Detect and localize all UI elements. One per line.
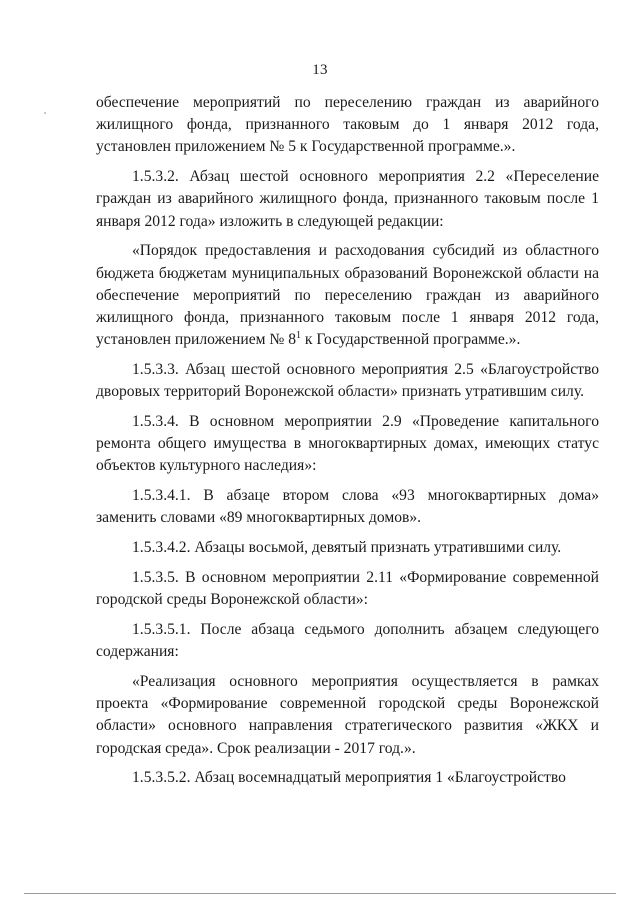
paragraph-text: 1.5.3.5.1. После абзаца седьмого дополнить абзацем следующего содержания: xyxy=(96,621,599,661)
paragraph-1-5-3-3 xyxy=(96,359,599,403)
paragraph-text: 1.5.3.4. В основном мероприятии 2.9 «Проведение капитального ремонта общего имущества в многоквартирных домах, имеющих статус объектов культурного наследия»: xyxy=(96,413,599,475)
paragraph-text-tail: к Государственной программе.». xyxy=(301,331,521,349)
scan-speck xyxy=(44,112,46,114)
paragraph-text: 1.5.3.4.2. Абзацы восьмой, девятый признать утратившими силу. xyxy=(132,539,562,557)
paragraph-text: 1.5.3.3. Абзац шестой основного мероприятия 2.5 «Благоустройство дворовых территорий Воронежской области» признать утратившим силу. xyxy=(96,361,599,401)
document-body xyxy=(96,92,599,797)
paragraph-text: 1.5.3.5. В основном мероприятии 2.11 «Формирование современной городской среды Воронежской области»: xyxy=(96,569,599,609)
paragraph-text: «Порядок предоставления и расходования субсидий из областного бюджета бюджетам муниципальных образований Воронежской области на обеспечение мероприятий по переселению граждан из аварийного жилищного фонда, признанного таковым после 1 января 2012 года, установлен приложением № 8 xyxy=(96,242,599,349)
scan-bottom-edge xyxy=(24,893,616,894)
paragraph-text: 1.5.3.2. Абзац шестой основного мероприятия 2.2 «Переселение граждан из аварийного жилищного фонда, признанного таковым после 1 января 2012 года» изложить в следующей редакции: xyxy=(96,168,599,230)
paragraph-text: 1.5.3.5.2. Абзац восемнадцатый мероприятия 1 «Благоустройство xyxy=(132,769,566,787)
paragraph-quoted-procedure xyxy=(96,240,599,351)
paragraph-1-5-3-4-1 xyxy=(96,485,599,529)
paragraph-continuation xyxy=(96,92,599,159)
superscript-index: 1 xyxy=(296,330,302,342)
paragraph-1-5-3-5-2 xyxy=(96,767,599,789)
paragraph-1-5-3-4 xyxy=(96,411,599,478)
page-number: 13 xyxy=(312,62,328,78)
paragraph-1-5-3-5-1 xyxy=(96,619,599,663)
paragraph-text: «Реализация основного мероприятия осуществляется в рамках проекта «Формирование современной городской среды Воронежской области» основного направления стратегического развития «ЖКХ и городская среда». Срок реализации - 2017 год.». xyxy=(96,673,599,757)
paragraph-1-5-3-5 xyxy=(96,567,599,611)
paragraph-quoted-implementation xyxy=(96,671,599,760)
paragraph-text: 1.5.3.4.1. В абзаце втором слова «93 многоквартирных дома» заменить словами «89 многоквартирных домов». xyxy=(96,487,599,527)
paragraph-1-5-3-2 xyxy=(96,166,599,233)
paragraph-1-5-3-4-2 xyxy=(96,537,599,559)
paragraph-text: обеспечение мероприятий по переселению граждан из аварийного жилищного фонда, признанного таковым до 1 января 2012 года, установлен приложением № 5 к Государственной программе.». xyxy=(96,94,599,156)
